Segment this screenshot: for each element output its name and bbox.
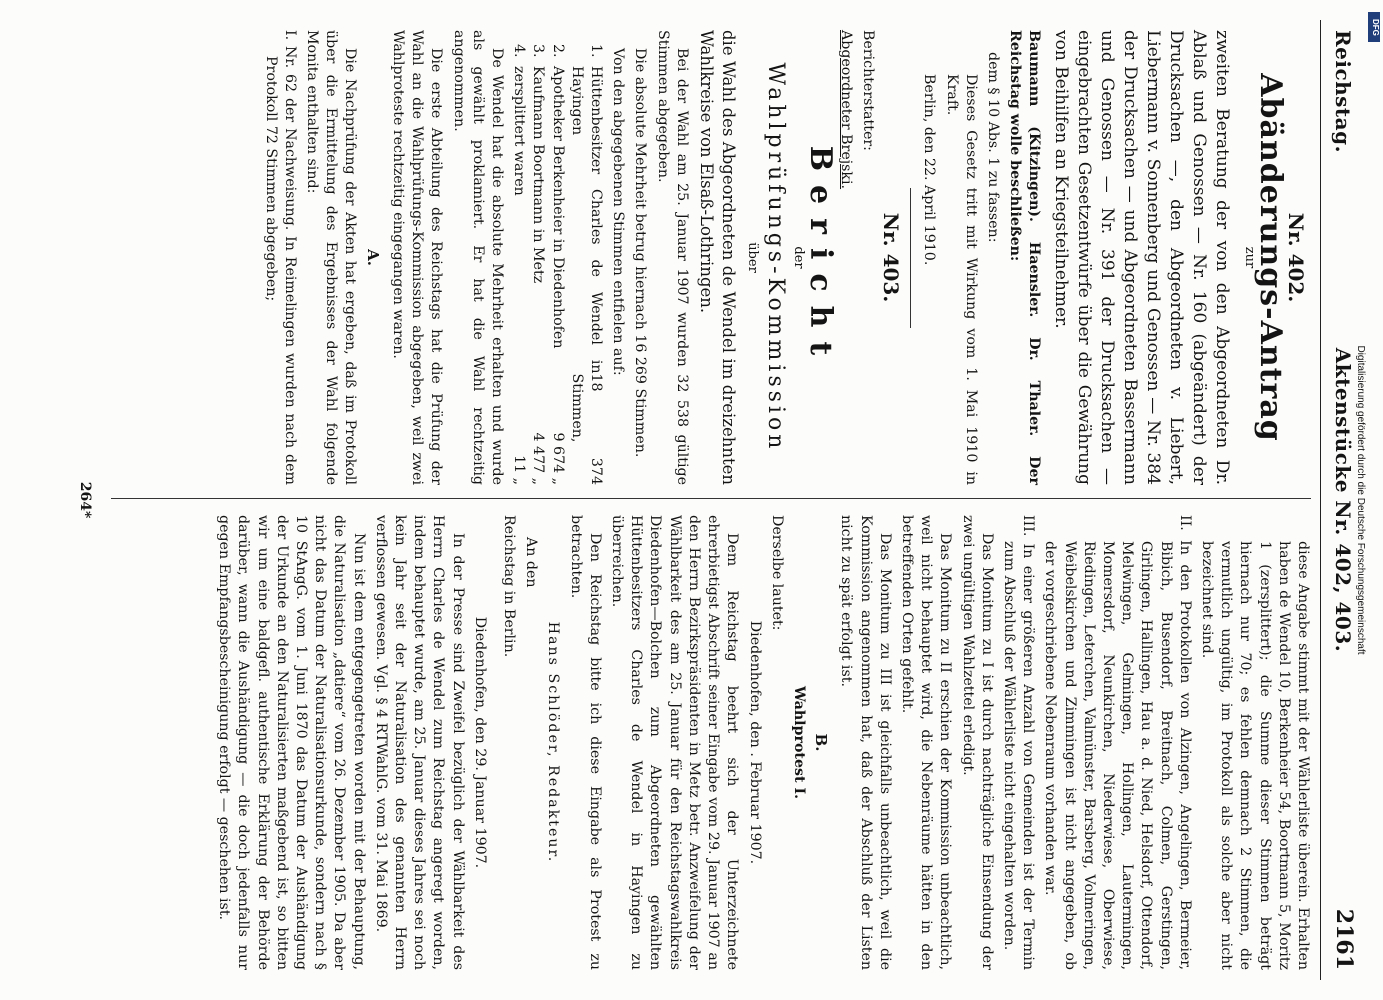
doc-402-zur: zur bbox=[1241, 246, 1257, 269]
result-paragraph-2: Die absolute Mehrheit betrug hiernach 16 269 Stimmen. bbox=[632, 48, 649, 458]
digitization-credit bbox=[1345, 12, 1375, 988]
vote-row: 3. Kaufmann Boortmann in Metz 4 477 „ bbox=[530, 44, 547, 485]
result-paragraph-4: De Wendel hat die absolute Mehrheit erhalten und wurde als gewählt proklamiert. Er hat die Wahl rechtzeitig angenommen. bbox=[450, 30, 505, 485]
result-paragraph-5: Die erste Abteilung des Reichstags hat die Prüfung der Wahl an die Wahlprüfungs-Kommission abgegeben, weil zwei Wahlproteste rechtzeitig eingegangen waren. bbox=[389, 30, 445, 485]
column-divider bbox=[111, 498, 1311, 499]
section-separator bbox=[910, 188, 911, 328]
section-b: B. bbox=[812, 733, 831, 752]
commission-name: Wahlprüfungs-Kommission bbox=[763, 62, 789, 453]
address-line-2: Reichstag in Berlin. bbox=[501, 515, 518, 658]
result-paragraph-3: Von den abgegebenen Stimmen entfielen auf: bbox=[610, 48, 627, 376]
monitum-answer-3: Das Monitum zu III ist gleichfalls unbeachtlich, weil die Kommission angenommen hat, daß der Abschluß der Listen nicht zu spät erfolgt ist. bbox=[838, 515, 893, 970]
monitum-answer-1: Das Monitum zu I ist durch nachträgliche Einsendung der zwei ungültigen Wahlzettel erledigt. bbox=[959, 515, 995, 970]
page-signature: 264* bbox=[77, 481, 93, 519]
vote-row: 4. zersplittert waren 11 „ bbox=[511, 44, 528, 485]
protest-paragraph-3: In der Presse sind Zweifel bezüglich der Wählbarkeit des Herrn Charles de Wendel zum Reichstag angeregt worden, indem behauptet wurde, am 25. Januar dieses Jahres sei noch kein Jahr seit der Naturalisation des genannten Herrn verflossen gewesen. Vgl. § 4 RTWahlG. vom 31. Mai 1869. bbox=[372, 515, 466, 970]
section-a: A. bbox=[363, 249, 382, 266]
vote-row: 2. Apotheker Berkenheier in Diedenhofen 9 674 „ bbox=[549, 44, 566, 485]
protest-date-1: Diedenhofen, den . Februar 1907. bbox=[746, 620, 763, 865]
credit-text: Digitalisierung gefördert durch die Deutsche Forschungsgemeinschaft bbox=[1355, 345, 1366, 655]
monitum-item-1: I. Nr. 62 der Nachweisung. In Reimelingen wurden nach dem Protokoll 72 Stimmen abgegeben; bbox=[262, 30, 298, 485]
right-column bbox=[211, 515, 1315, 970]
address-line-1: An den bbox=[523, 537, 540, 588]
doc-403-der: der bbox=[791, 246, 807, 269]
page-number: 2161 bbox=[1331, 908, 1357, 970]
protest-paragraph-1: Dem Reichstag beehrt sich der Unterzeichnete ehrerbietigst Abschrift seiner Eingabe vom 29. Januar 1907 an den Herrn Bezirkspräsidenten in Metz betr. Anzweifelung der Wählbarkeit des am 25. Januar für den Reichstagswahlkreis Diedenhofen—Bolchen zum Abgeordneten gewählten Hüttenbesitzers Charles de Wendel in Hayingen zu überreichen. bbox=[609, 515, 741, 970]
protest-signer: Hans Schlöder, Redakteur. bbox=[545, 621, 562, 864]
monitum-item-2: II. In den Protokollen von Alzingen, Angelingen, Bermeier, Bibich, Busendorf, Breitnach, Colmen, Gerstingen, Girlingen, Hallingen, Hau a. d. Nied, Helsdorf, Ottendorf, Melwingen, Gelmingen, Hollingen, Lautermingen, Momersdorf, Neunkirchen, Niederwiese, Oberwiese, Riedingen, Leterchen, Valmünster, Barsberg, Volmeringen, Weibelskirchen und Zimmingen ist nicht angegeben, ob der vorgeschriebene Nebenraum vorhanden war. bbox=[1042, 515, 1193, 970]
doc-402-date: Berlin, den 22. April 1910. bbox=[921, 74, 938, 266]
doc-403-ueber: über bbox=[744, 242, 760, 273]
protest-heading: Wahlprotest I. bbox=[790, 685, 807, 800]
doc-402-number: Nr. 402. bbox=[1284, 212, 1308, 303]
header-center: Aktenstücke Nr. 402, 403. bbox=[1331, 347, 1355, 653]
protest-paragraph-2: Den Reichstag bitte ich diese Eingabe als Protest zu betrachten. bbox=[567, 515, 603, 970]
monitum-item-3: III. In einer größeren Anzahl von Gemeinden ist der Termin zum Abschluß der Wählerliste nicht eingehalten worden. bbox=[1000, 515, 1037, 970]
protest-date-2: Diedenhofen, den 29. Januar 1907. bbox=[471, 616, 488, 869]
vote-list bbox=[509, 44, 605, 485]
protest-intro: Derselbe lautet: bbox=[768, 515, 785, 631]
vote-row: 1. Hüttenbesitzer Charles de Wendel in Hayingen 18 374 Stimmen, bbox=[568, 44, 604, 485]
dfg-logo: DFG bbox=[1368, 12, 1380, 42]
doc-402-antrag: dem § 10 Abs. 1 zu fassen: bbox=[984, 52, 1001, 243]
doc-403-lead: die Wahl des Abgeordneten de Wendel im dreizehnten Wahlkreise von Elsaß-Lothringen. bbox=[696, 30, 738, 485]
doc-403-number: Nr. 403. bbox=[879, 212, 904, 303]
doc-402-signers: Baumann (Kitzingen). Haensler. Dr. Thaler. Der Reichstag wolle beschließen: bbox=[1007, 30, 1043, 485]
doc-402-title: Abänderungs-Antrag bbox=[1252, 73, 1288, 442]
protest-paragraph-4: Nun ist dem entgegengetreten worden mit der Behauptung, die Naturalisation „datiere“ vom 26. Dezember 1905. Da aber nicht das Datum der Naturalisationsurkunde, sondern nach § 10 StAngG. vom 1. Juni 1870 das Datum der Aushändigung der Urkunde an den Naturalisierten maßgebend ist, so bitten wir um eine baldgefl. authentische Erklärung der Behörde darüber, wann die Aushändigung — die doch jedenfalls nur gegen Empfangsbescheinigung erfolgt — geschehen ist. bbox=[216, 515, 367, 970]
left-column bbox=[257, 30, 1315, 485]
reporter-label: Berichterstatter: bbox=[859, 30, 876, 151]
doc-403-title: Bericht bbox=[802, 145, 838, 370]
result-paragraph-1: Bei der Wahl am 25. Januar 1907 wurden 32 538 gültige Stimmen abgegeben. bbox=[654, 30, 690, 485]
monitum-item-1-cont: diese Angabe stimmt mit der Wählerliste überein. Erhalten haben de Wendel 10, Berkenheier 54, Boortmann 5, Moritz 1 (zersplittert); die Summe dieser Stimmen beträgt hiernach nur 70; es fehlen demnach 2 Stimmen, die vermutlich ungültig, im Protokoll als solche aber nicht bezeichnet sind. bbox=[1198, 541, 1311, 970]
header-rule bbox=[1320, 20, 1321, 980]
result-paragraph-6: Die Nachprüfung der Akten hat ergeben, daß im Protokoll über die Ermittelung des Ergebnisses der Wahl folgende Monita enthalten sind: bbox=[304, 30, 359, 485]
doc-402-lead: zweiten Beratung der von den Abgeordneten Dr. Ablaß und Genossen — Nr. 160 (abgeändert) der Drucksachen —, den Abgeordneten v. Liebert, Liebermann v. Sonnenberg und Genossen — Nr. 384 der Drucksachen — und Abgeordneten Bassermann und Genossen — Nr. 391 der Drucksachen — eingebrachten Gesetzentwürfe über die Gewährung von Beihilfen an Kriegsteilnehmer. bbox=[1051, 30, 1233, 485]
monitum-answer-2: Das Monitum zu II erschien der Kommission unbeachtlich, weil nicht behauptet wird, die Nebenräume hätten in den betreffenden Orten gefehlt. bbox=[898, 515, 954, 970]
header-left: Reichstag. bbox=[1331, 30, 1355, 154]
reporter-name: Abgeordneter Brejski. bbox=[837, 30, 854, 190]
doc-402-quote: Dieses Gesetz tritt mit Wirkung vom 1. Mai 1910 in Kraft. bbox=[943, 74, 979, 485]
